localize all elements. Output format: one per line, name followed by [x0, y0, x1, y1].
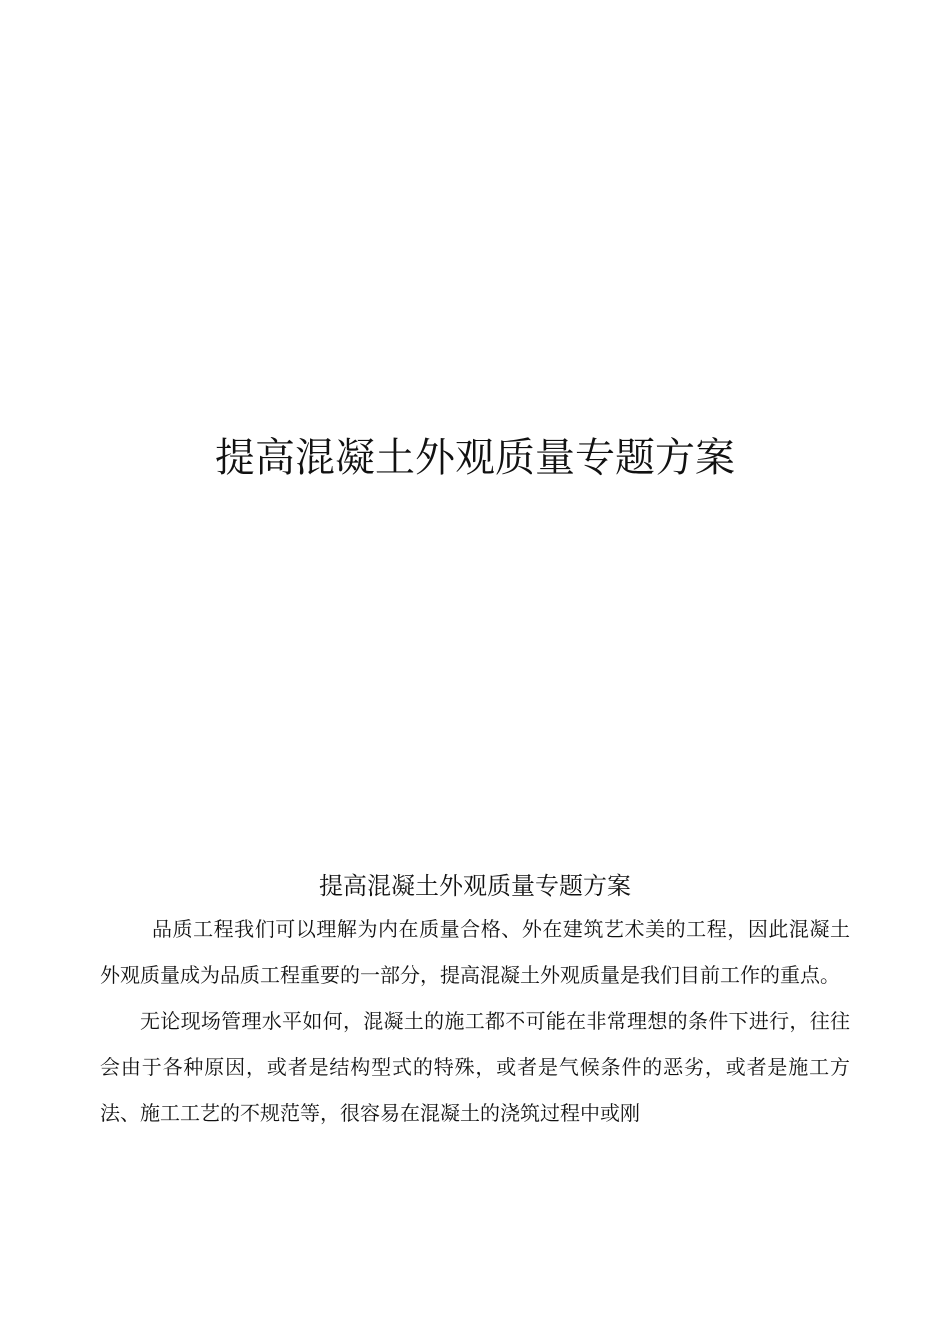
paragraph-causes: 无论现场管理水平如何，混凝土的施工都不可能在非常理想的条件下进行，往往会由于各种原因，或者是结构型式的特殊，或者是气候条件的恶劣，或者是施工方法、施工工艺的不规范等，很容易在混凝土的浇筑过程中或刚 [100, 1009, 850, 1125]
cover-title: 提高混凝土外观质量专题方案 [215, 435, 735, 481]
document-body [100, 868, 850, 1136]
paragraph-intro: 品质工程我们可以理解为内在质量合格、外在建筑艺术美的工程，因此混凝土外观质量成为品质工程重要的一部分，提高混凝土外观质量是我们目前工作的重点。 [100, 917, 850, 987]
document-heading: 提高混凝土外观质量专题方案 [319, 872, 631, 900]
